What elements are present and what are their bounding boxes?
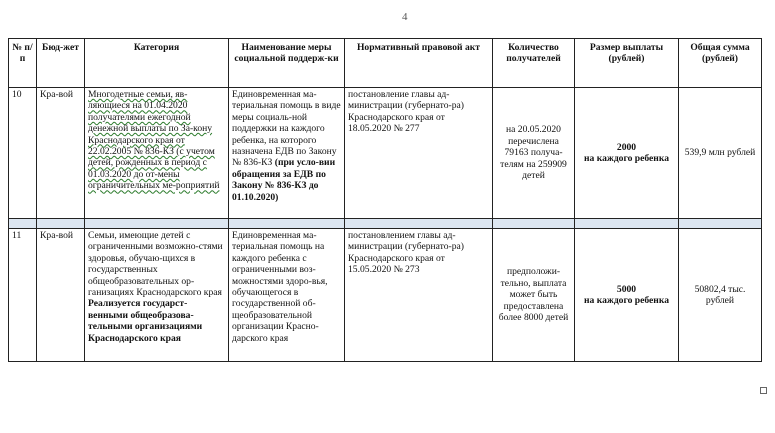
- header-row: [9, 39, 762, 88]
- row-budget: Кра-вой: [37, 229, 85, 362]
- row-recipients: предположи-тельно, выплата может быть предоставлена более 8000 детей: [493, 229, 575, 362]
- row-number: 10: [9, 88, 37, 219]
- page-number: 4: [402, 11, 408, 23]
- table-resize-handle[interactable]: [760, 387, 767, 394]
- row-category: [85, 229, 229, 362]
- row-number: 11: [9, 229, 37, 362]
- amount-value: 5000: [616, 283, 637, 295]
- table-row: [9, 229, 762, 362]
- row-measure: [229, 88, 345, 219]
- header-recipients: Количество получателей: [493, 39, 575, 88]
- header-amount: Размер выплаты (рублей): [575, 39, 679, 88]
- row-budget: Кра-вой: [37, 88, 85, 219]
- row-total: 539,9 млн рублей: [679, 88, 762, 219]
- amount-value: 2000: [616, 141, 637, 153]
- category-text: Семьи, имеющие детей с ограниченными возможно-стями здоровья, обучаю-щихся в государственных общеобразовательных ор-ганизациях Краснодарского края: [88, 230, 223, 299]
- category-bold-text: Реализуется государст-венными общеобразова-тельными организациями Краснодарского края: [88, 298, 203, 344]
- row-total: 50802,4 тыс. рублей: [679, 229, 762, 362]
- measures-table: [8, 38, 762, 362]
- table-row: [9, 88, 762, 219]
- amount-note: на каждого ребенка: [583, 153, 670, 164]
- row-measure: Единовременная ма-териальная помощь на каждого ребенка с ограниченными воз-можностями здоро-вья, обучающегося в государственной об-щеобразовательной организации Красно-дарского края: [229, 229, 345, 362]
- header-total: Общая сумма (рублей): [679, 39, 762, 88]
- header-act: Нормативный правовой акт: [345, 39, 493, 88]
- header-num: № п/п: [9, 39, 37, 88]
- row-act: постановлением главы ад-министрации (губернато-ра) Краснодарского края от 15.05.2020 № 273: [345, 229, 493, 362]
- header-measure: Наименование меры социальной поддерж-ки: [229, 39, 345, 88]
- row-amount: [575, 88, 679, 219]
- header-category: Категория: [85, 39, 229, 88]
- separator-row: [9, 219, 762, 229]
- header-budget: Бюд-жет: [37, 39, 85, 88]
- amount-note: на каждого ребенка: [583, 295, 670, 306]
- measure-bold-text: (при усло-вии обращения за ЕДВ по Закону № 836-КЗ до 01.10.2020): [232, 157, 336, 203]
- row-amount: [575, 229, 679, 362]
- category-text: Многодетные семьи, яв-ляющиеся на 01.04.2020 получателями ежегодной денежной выплаты по За-кону Краснодарского края от 22.02.2005 № 836-КЗ (с учетом детей, рожденных в период с 01.03.2020 до от-мены ограничительных ме-роприятий: [88, 89, 220, 192]
- measure-text: Единовременная ма-териальная помощь в виде меры социаль-ной поддержки на каждого ребенка, на которого назначена ЕДВ по Закону № 836-КЗ: [232, 89, 341, 169]
- row-act: постановление главы ад-министрации (губернато-ра) Краснодарского края от 18.05.2020 № 277: [345, 88, 493, 219]
- row-category: [85, 88, 229, 219]
- row-recipients: на 20.05.2020 перечислена 79163 получа-телям на 259909 детей: [493, 88, 575, 219]
